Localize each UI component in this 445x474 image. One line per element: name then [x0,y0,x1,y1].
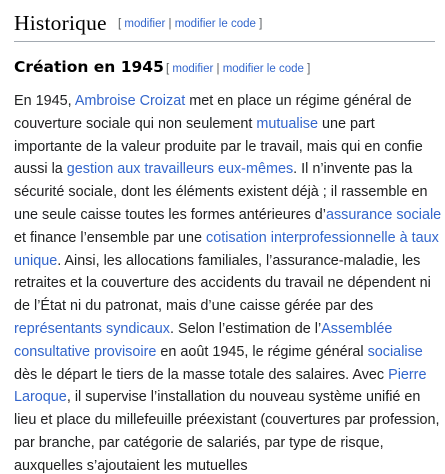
edit-bracket-open: [ [118,18,122,30]
wiki-link[interactable]: Assemblée consultative provisoire [14,320,393,360]
wiki-link[interactable]: cotisation interprofessionnelle à taux unique [14,229,439,269]
edit-link[interactable]: modifier [124,18,166,30]
paragraph-text: . Il n’invente pas la sécurité sociale, dont les éléments existent déjà ; il rassemble en une seule caisse toutes les formes antérieures d’ [14,161,428,223]
wiki-link[interactable]: Pierre Laroque [14,366,427,406]
wiki-link[interactable]: assurance sociale [325,206,442,223]
paragraph-text: , il supervise l’installation du nouveau système unifié en lieu et place du millefeuille préexistant (couvertures par profession, par branche, par catégorie de salariés, par type de risque, auxquelles s’ajoutaient les mutuelles [14,389,440,474]
edit-source-link[interactable]: modifier le code [174,18,256,30]
edit-bracket-close: ] [259,18,263,30]
paragraph-text: met en place un régime général de couverture sociale qui non seulement [14,93,412,132]
edit-bracket-close: ] [307,63,311,75]
edit-bracket-open: [ [166,63,170,75]
paragraph-text: En 1945, [14,93,75,109]
paragraph-text: . Ainsi, les allocations familiales, l’assurance-maladie, les retraites et la couverture des accidents du travail ne dépendent ni de l’État ni du patronat, mais d’une caisse gérée par des [14,252,431,315]
paragraph-text: et finance l’ensemble par une [14,229,206,246]
subsection-heading-creation-1945 [14,58,435,80]
paragraph-text: . Selon l’estimation de l’ [170,320,322,337]
wiki-link[interactable]: socialise [367,343,423,360]
section-title: Historique [14,11,107,35]
paragraph-text: en août 1945, le régime général [156,343,368,360]
edit-separator: | [213,63,223,75]
wiki-link[interactable]: représentants syndicaux [14,320,170,337]
edit-separator: | [165,18,175,30]
subsection-edit-links [166,63,310,75]
paragraph-text: une part importante de la valeur produite par le travail, mais qui en confie aussi la [14,115,423,178]
wiki-link[interactable]: Ambroise Croizat [74,93,186,109]
wiki-link[interactable]: mutualise [256,115,318,132]
section-edit-links [118,18,262,30]
section-heading-historique [14,9,435,42]
article-paragraph [14,90,442,474]
edit-source-link[interactable]: modifier le code [222,63,304,75]
paragraph-text: dès le départ le tiers de la masse totale des salaires. Avec [14,366,389,383]
wiki-link[interactable]: gestion aux travailleurs eux-mêmes [66,161,294,178]
edit-link[interactable]: modifier [172,63,214,75]
subsection-title: Création en 1945 [14,58,164,76]
